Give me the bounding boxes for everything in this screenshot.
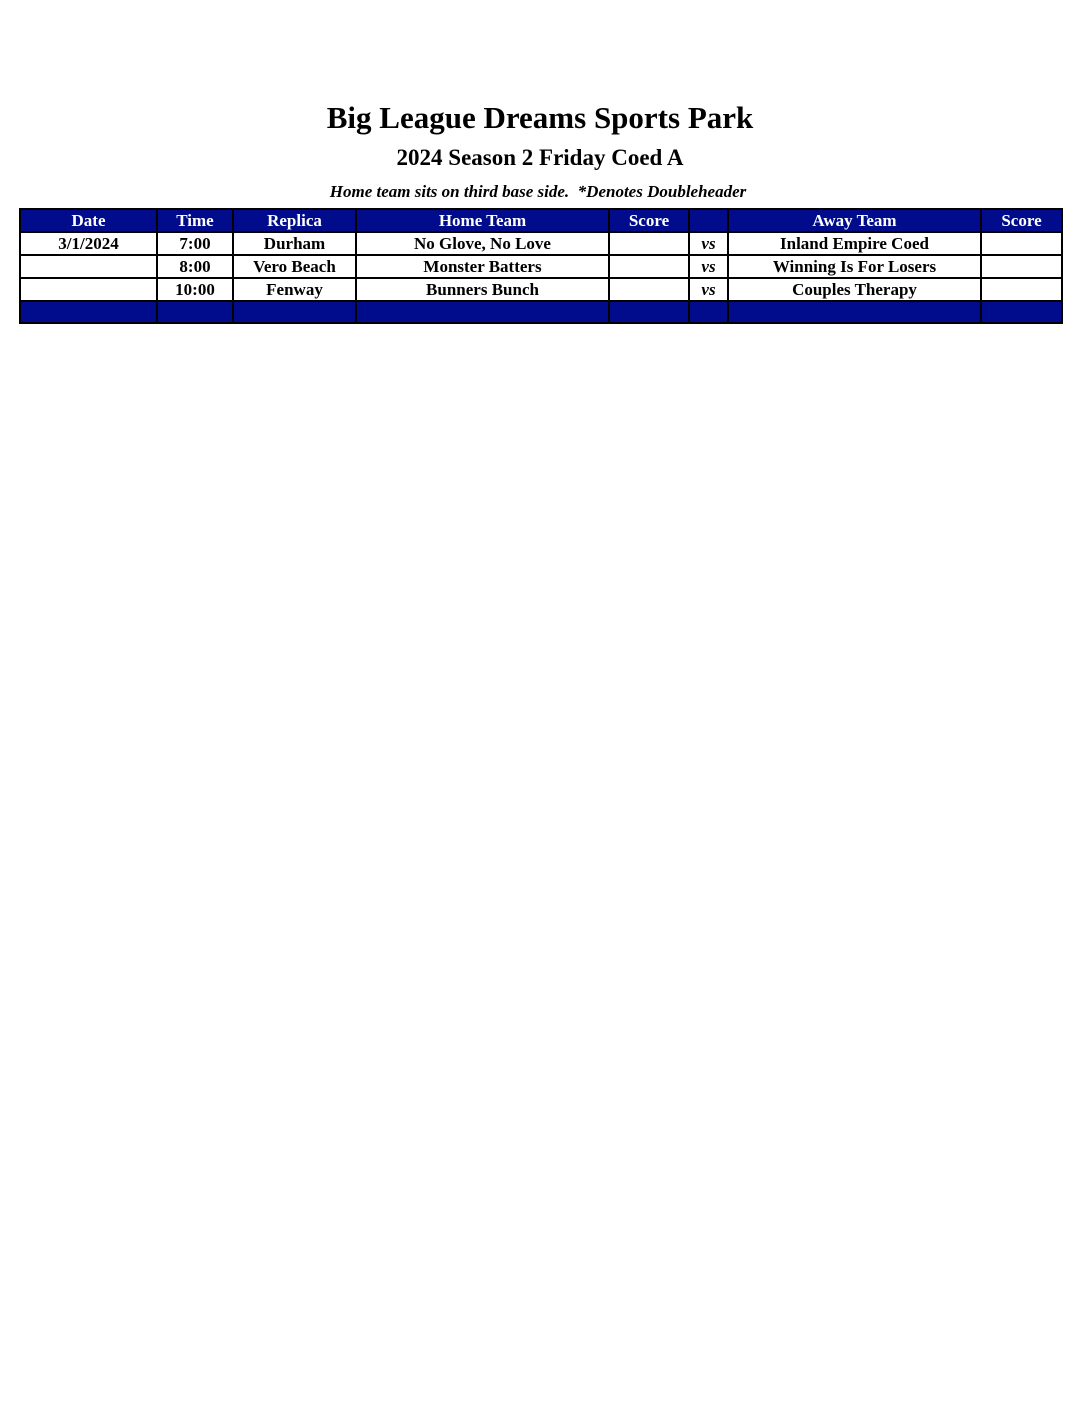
cell-time: 7:00 [157,232,233,255]
header-date: Date [20,209,157,232]
cell-date [20,255,157,278]
table-row [20,255,1062,278]
cell-replica: Durham [233,232,356,255]
cell-vs: vs [689,278,728,301]
table-footer-row [20,301,1062,323]
footer-cell [233,301,356,323]
schedule-table [19,208,1063,324]
cell-date: 3/1/2024 [20,232,157,255]
cell-away-team: Inland Empire Coed [728,232,981,255]
cell-replica: Fenway [233,278,356,301]
footer-cell [689,301,728,323]
cell-time: 8:00 [157,255,233,278]
header-replica: Replica [233,209,356,232]
header-away-score: Score [981,209,1062,232]
cell-home-score [609,278,689,301]
cell-home-score [609,232,689,255]
cell-away-team: Couples Therapy [728,278,981,301]
cell-away-score [981,278,1062,301]
table-header-row [20,209,1062,232]
footer-cell [356,301,609,323]
header-away-team: Away Team [728,209,981,232]
cell-home-team: Bunners Bunch [356,278,609,301]
table-row [20,232,1062,255]
footer-cell [609,301,689,323]
league-subtitle: 2024 Season 2 Friday Coed A [396,145,684,170]
footer-cell [728,301,981,323]
cell-away-score [981,255,1062,278]
header-home-score: Score [609,209,689,232]
cell-home-team: No Glove, No Love [356,232,609,255]
cell-home-team: Monster Batters [356,255,609,278]
cell-date [20,278,157,301]
header-time: Time [157,209,233,232]
cell-home-score [609,255,689,278]
footer-cell [981,301,1062,323]
footer-cell [20,301,157,323]
cell-time: 10:00 [157,278,233,301]
page-title: Big League Dreams Sports Park [326,100,754,135]
cell-vs: vs [689,232,728,255]
cell-vs: vs [689,255,728,278]
cell-away-score [981,232,1062,255]
header-home-team: Home Team [356,209,609,232]
schedule-note: Home team sits on third base side. *Denotes Doubleheader [329,182,747,201]
cell-replica: Vero Beach [233,255,356,278]
footer-cell [157,301,233,323]
table-row [20,278,1062,301]
header-vs [689,209,728,232]
cell-away-team: Winning Is For Losers [728,255,981,278]
